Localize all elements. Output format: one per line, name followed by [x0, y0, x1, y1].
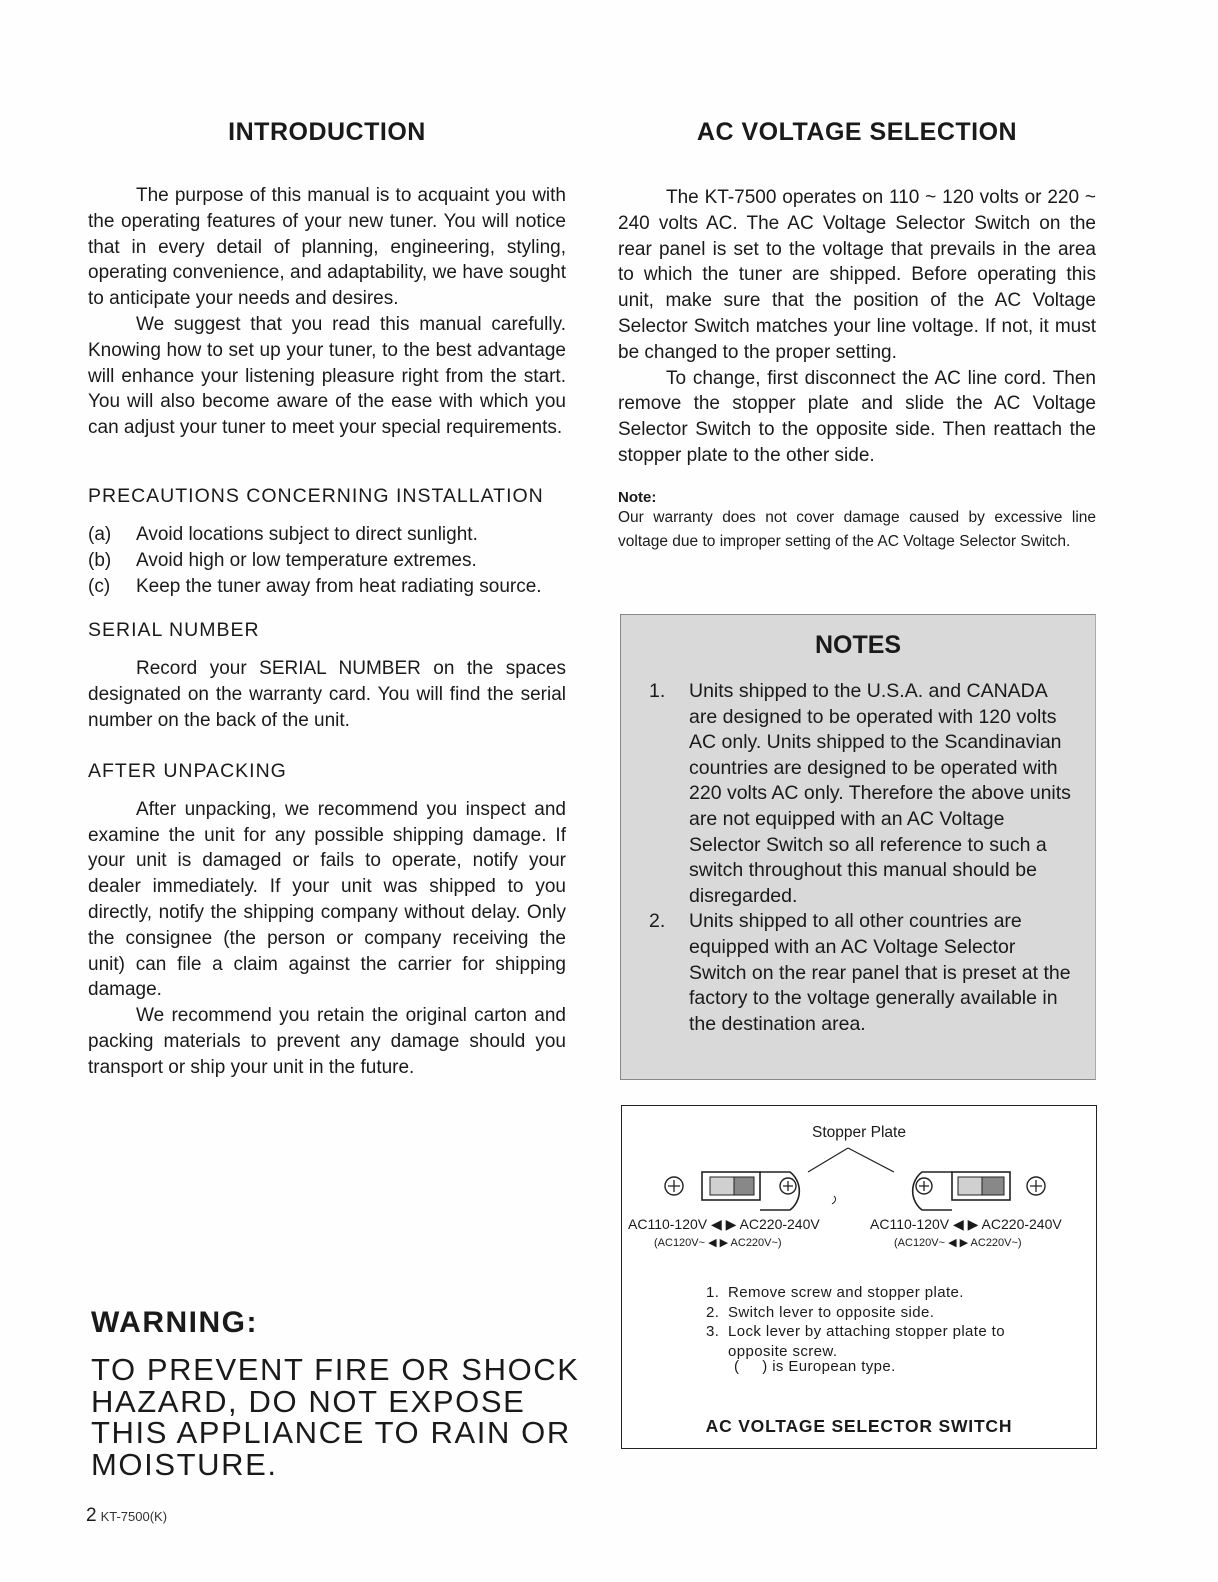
screw-icon: [780, 1178, 796, 1194]
note-text: Our warranty does not cover damage caused by excessive line voltage due to improper setting of the AC Voltage Selector Switch.: [618, 508, 1096, 550]
screw-icon: [665, 1177, 683, 1195]
list-item: (c) Keep the tuner away from heat radiating source.: [88, 575, 542, 597]
right-voltage-label: AC110-120V ◀ ▶ AC220-240V: [870, 1216, 1062, 1232]
note-label: Note:: [618, 488, 657, 506]
diagram-caption: AC VOLTAGE SELECTOR SWITCH: [705, 1416, 1013, 1436]
list-item: (a) Avoid locations subject to direct sunlight.: [88, 523, 478, 545]
ac-voltage-heading: AC VOLTAGE SELECTION: [696, 118, 1018, 146]
list-item: 2. Units shipped to all other countries are equipped with an AC Voltage Selector Switch on the rear panel that is preset at the factory to the voltage generally available in the destination area.: [649, 910, 1071, 1035]
introduction-heading: INTRODUCTION: [228, 118, 426, 146]
list-item: (b) Avoid high or low temperature extremes.: [88, 549, 477, 571]
precautions-list: [88, 522, 566, 599]
unpacking-paragraph-1: After unpacking, we recommend you inspect and examine the unit for any possible shipping damage. If your unit is damaged or fails to operate, notify your dealer immediately. If your unit was shipped to you directly, notify the shipping company without delay. Only the consignee (the person or company receiving the unit) can file a claim against the carrier for shipping damage.: [88, 798, 566, 1001]
after-unpacking-heading: AFTER UNPACKING: [88, 759, 287, 782]
notes-heading: NOTES: [814, 631, 902, 659]
stopper-plate-label: Stopper Plate: [812, 1124, 906, 1141]
model-number: KT-7500(K): [100, 1509, 168, 1524]
unpacking-paragraph-2: We recommend you retain the original carton and packing materials to prevent any damage should you transport or ship your unit in the future.: [88, 1005, 566, 1078]
left-voltage-sublabel: (AC120V~ ◀ ▶ AC220V~): [654, 1237, 782, 1249]
european-type-note: ( ) is European type.: [734, 1358, 896, 1375]
serial-number-paragraph: Record your SERIAL NUMBER on the spaces designated on the warranty card. You will find the serial number on the back of the unit.: [88, 658, 566, 731]
serial-number-heading: SERIAL NUMBER: [88, 619, 260, 642]
precautions-heading: PRECAUTIONS CONCERNING INSTALLATION: [88, 484, 544, 507]
warning-text: TO PREVENT FIRE OR SHOCK HAZARD, DO NOT EXPOSE THIS APPLIANCE TO RAIN OR MOISTURE.: [91, 1352, 580, 1482]
right-column: [618, 118, 1096, 554]
page-number: 2: [86, 1505, 97, 1526]
warning-heading: WARNING:: [91, 1306, 258, 1339]
list-item: 2. Switch lever to opposite side.: [706, 1303, 935, 1321]
screw-icon: [916, 1178, 932, 1194]
screw-icon: [1027, 1177, 1045, 1195]
introduction-paragraph-1: The purpose of this manual is to acquaint you with the operating features of your new tuner. You will notice that in every detail of planning, engineering, styling, operating convenience, and adaptability, we have sought to anticipate your needs and desires.: [88, 185, 566, 310]
ac-voltage-paragraph-2: To change, first disconnect the AC line cord. Then remove the stopper plate and slide the AC Voltage Selector Switch to the opposite side. Then reattach the stopper plate to the other side.: [618, 367, 1096, 466]
ac-voltage-paragraph-1: The KT-7500 operates on 110 ~ 120 volts or 220 ~ 240 volts AC. The AC Voltage Selector Switch on the rear panel is set to the voltage that prevails in the area to which the tuner are shipped. Before operating this unit, make sure that the position of the AC Voltage Selector Switch matches your line voltage. If not, it must be changed to the proper setting.: [618, 187, 1096, 363]
steps-list: [706, 1283, 1046, 1361]
selector-switch-diagram: [621, 1105, 1097, 1449]
notes-box: [620, 614, 1096, 1080]
warning-block: [91, 1306, 581, 1480]
list-item: 1. Units shipped to the U.S.A. and CANADA are designed to be operated with 120 volts AC only. Units shipped to the Scandinavian countries are designed to be operated with 220 volts AC only. Therefore the above units are not equipped with an AC Voltage Selector Switch so all reference to such a switch throughout this manual should be disregarded.: [649, 680, 1071, 907]
list-item: 1. Remove screw and stopper plate.: [706, 1284, 964, 1301]
page-footer: [86, 1505, 167, 1527]
introduction-paragraph-2: We suggest that you read this manual carefully. Knowing how to set up your tuner, to the best advantage will enhance your listening pleasure right from the start. You will also become aware of the ease with which you can adjust your tuner to meet your special requirements.: [88, 313, 566, 439]
list-item: 3. Lock lever by attaching stopper plate to opposite screw.: [706, 1323, 1005, 1360]
right-voltage-sublabel: (AC120V~ ◀ ▶ AC220V~): [894, 1237, 1022, 1249]
left-voltage-label: AC110-120V ◀ ▶ AC220-240V: [628, 1216, 820, 1232]
left-column: [88, 118, 566, 1081]
notes-list: [643, 679, 1075, 1037]
